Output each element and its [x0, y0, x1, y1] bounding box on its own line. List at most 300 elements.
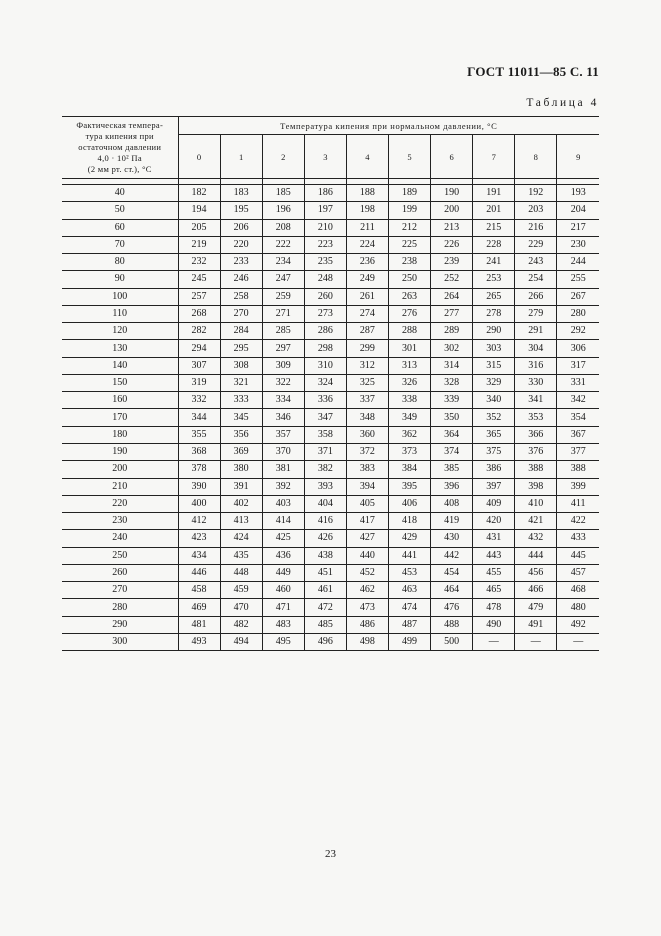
table-cell: 249 — [346, 271, 388, 288]
table-row — [62, 426, 599, 443]
table-cell: 226 — [431, 236, 473, 253]
table-cell: 253 — [473, 271, 515, 288]
table-cell: 220 — [220, 236, 262, 253]
table-cell: 204 — [557, 202, 599, 219]
table-cell: 265 — [473, 288, 515, 305]
row-label-cell: 250 — [62, 547, 178, 564]
table-cell: 273 — [304, 305, 346, 322]
row-label-cell: 180 — [62, 426, 178, 443]
table-cell: 238 — [388, 254, 430, 271]
table-cell: 200 — [431, 202, 473, 219]
row-label-cell: 300 — [62, 633, 178, 650]
table-row — [62, 582, 599, 599]
row-label-cell: 130 — [62, 340, 178, 357]
column-digit-header: 3 — [304, 135, 346, 179]
table-cell: 420 — [473, 513, 515, 530]
table-cell: 400 — [178, 495, 220, 512]
column-digit-header: 4 — [346, 135, 388, 179]
table-cell: 471 — [262, 599, 304, 616]
table-cell: 257 — [178, 288, 220, 305]
table-row — [62, 564, 599, 581]
table-cell: 498 — [346, 633, 388, 650]
table-cell: 483 — [262, 616, 304, 633]
table-cell: 264 — [431, 288, 473, 305]
table-row — [62, 495, 599, 512]
table-cell: 224 — [346, 236, 388, 253]
table-cell: 383 — [346, 461, 388, 478]
table-cell: 222 — [262, 236, 304, 253]
table-cell: 267 — [557, 288, 599, 305]
table-cell: 230 — [557, 236, 599, 253]
table-cell: 367 — [557, 426, 599, 443]
table-cell: 346 — [262, 409, 304, 426]
table-cell: 366 — [515, 426, 557, 443]
row-label-cell: 270 — [62, 582, 178, 599]
row-label-cell: 240 — [62, 530, 178, 547]
table-cell: 409 — [473, 495, 515, 512]
table-cell: 315 — [473, 357, 515, 374]
table-cell: 396 — [431, 478, 473, 495]
column-digit-header: 8 — [515, 135, 557, 179]
table-cell: 338 — [388, 392, 430, 409]
table-cell: 287 — [346, 323, 388, 340]
table-cell: 434 — [178, 547, 220, 564]
table-cell: 285 — [262, 323, 304, 340]
table-cell: 255 — [557, 271, 599, 288]
table-cell: 499 — [388, 633, 430, 650]
table-cell: 182 — [178, 185, 220, 202]
table-cell: 330 — [515, 374, 557, 391]
table-cell: 472 — [304, 599, 346, 616]
table-cell: 196 — [262, 202, 304, 219]
table-cell: 317 — [557, 357, 599, 374]
table-cell: 357 — [262, 426, 304, 443]
table-row — [62, 461, 599, 478]
table-cell: 464 — [431, 582, 473, 599]
table-cell: 468 — [557, 582, 599, 599]
table-cell: 310 — [304, 357, 346, 374]
table-cell: 393 — [304, 478, 346, 495]
table-cell: 309 — [262, 357, 304, 374]
table-cell: 461 — [304, 582, 346, 599]
table-cell: 395 — [388, 478, 430, 495]
column-digit-header: 1 — [220, 135, 262, 179]
table-cell: 384 — [388, 461, 430, 478]
table-cell: 476 — [431, 599, 473, 616]
table-cell: 286 — [304, 323, 346, 340]
table-cell: 276 — [388, 305, 430, 322]
table-row — [62, 185, 599, 202]
table-cell: 259 — [262, 288, 304, 305]
table-cell: 211 — [346, 219, 388, 236]
column-digit-header: 9 — [557, 135, 599, 179]
table-cell: 408 — [431, 495, 473, 512]
table-cell: 370 — [262, 443, 304, 460]
table-cell: 183 — [220, 185, 262, 202]
table-cell: 188 — [346, 185, 388, 202]
table-cell: 377 — [557, 443, 599, 460]
row-label-cell: 40 — [62, 185, 178, 202]
table-cell: 391 — [220, 478, 262, 495]
row-label-cell: 210 — [62, 478, 178, 495]
table-cell: 442 — [431, 547, 473, 564]
table-cell: 485 — [304, 616, 346, 633]
page-number: 23 — [325, 848, 336, 860]
table-cell: 466 — [515, 582, 557, 599]
row-label-cell: 90 — [62, 271, 178, 288]
table-cell: 307 — [178, 357, 220, 374]
table-cell: 325 — [346, 374, 388, 391]
table-cell: 350 — [431, 409, 473, 426]
table-cell: 431 — [473, 530, 515, 547]
table-cell: 486 — [346, 616, 388, 633]
table-cell: 360 — [346, 426, 388, 443]
table-cell: 198 — [346, 202, 388, 219]
row-label-cell: 220 — [62, 495, 178, 512]
table-cell: 278 — [473, 305, 515, 322]
table-cell: 470 — [220, 599, 262, 616]
row-label-cell: 170 — [62, 409, 178, 426]
table-cell: 413 — [220, 513, 262, 530]
table-cell: 241 — [473, 254, 515, 271]
table-cell: 217 — [557, 219, 599, 236]
row-label-cell: 110 — [62, 305, 178, 322]
table-row — [62, 340, 599, 357]
table-cell: 493 — [178, 633, 220, 650]
table-cell: 454 — [431, 564, 473, 581]
first-column-header — [62, 117, 178, 179]
table-cell: 444 — [515, 547, 557, 564]
table-row — [62, 409, 599, 426]
column-digit-header: 7 — [473, 135, 515, 179]
table-cell: 190 — [431, 185, 473, 202]
table-row — [62, 271, 599, 288]
row-label-cell: 50 — [62, 202, 178, 219]
first-column-header-line: тура кипения при — [85, 131, 154, 141]
table-cell: — — [557, 633, 599, 650]
table-cell: 219 — [178, 236, 220, 253]
table-cell: 215 — [473, 219, 515, 236]
table-cell: 380 — [220, 461, 262, 478]
table-cell: 496 — [304, 633, 346, 650]
table-cell: 299 — [346, 340, 388, 357]
row-label-cell: 280 — [62, 599, 178, 616]
table-cell: 398 — [515, 478, 557, 495]
table-cell: — — [473, 633, 515, 650]
table-cell: 427 — [346, 530, 388, 547]
column-digit-header: 5 — [388, 135, 430, 179]
table-cell: 402 — [220, 495, 262, 512]
table-cell: 433 — [557, 530, 599, 547]
table-cell: 247 — [262, 271, 304, 288]
table-cell: 342 — [557, 392, 599, 409]
table-cell: 328 — [431, 374, 473, 391]
row-label-cell: 230 — [62, 513, 178, 530]
first-column-header-line: Фактическая темпера- — [76, 120, 164, 130]
table-cell: 353 — [515, 409, 557, 426]
table-cell: 340 — [473, 392, 515, 409]
normal-pressure-header: Температура кипения при нормальном давлении, °С — [178, 117, 599, 135]
table-cell: 397 — [473, 478, 515, 495]
table-cell: 385 — [431, 461, 473, 478]
table-cell: 455 — [473, 564, 515, 581]
table-cell: 478 — [473, 599, 515, 616]
table-cell: 295 — [220, 340, 262, 357]
table-cell: 441 — [388, 547, 430, 564]
table-cell: — — [515, 633, 557, 650]
table-cell: 208 — [262, 219, 304, 236]
table-row — [62, 374, 599, 391]
table-cell: 326 — [388, 374, 430, 391]
table-cell: 252 — [431, 271, 473, 288]
table-cell: 473 — [346, 599, 388, 616]
row-label-cell: 200 — [62, 461, 178, 478]
table-cell: 290 — [473, 323, 515, 340]
row-label-cell: 120 — [62, 323, 178, 340]
table-cell: 301 — [388, 340, 430, 357]
first-column-header-line: (2 мм рт. ст.), °С — [87, 164, 152, 174]
table-row — [62, 530, 599, 547]
table-cell: 459 — [220, 582, 262, 599]
table-cell: 369 — [220, 443, 262, 460]
table-cell: 250 — [388, 271, 430, 288]
table-cell: 193 — [557, 185, 599, 202]
table-cell: 412 — [178, 513, 220, 530]
table-cell: 492 — [557, 616, 599, 633]
table-cell: 191 — [473, 185, 515, 202]
table-cell: 270 — [220, 305, 262, 322]
table-cell: 482 — [220, 616, 262, 633]
table-cell: 438 — [304, 547, 346, 564]
table-cell: 422 — [557, 513, 599, 530]
table-row — [62, 547, 599, 564]
table-cell: 416 — [304, 513, 346, 530]
table-cell: 381 — [262, 461, 304, 478]
table-cell: 430 — [431, 530, 473, 547]
table-cell: 347 — [304, 409, 346, 426]
table-cell: 414 — [262, 513, 304, 530]
table-cell: 418 — [388, 513, 430, 530]
table-cell: 308 — [220, 357, 262, 374]
table-cell: 479 — [515, 599, 557, 616]
document-header: ГОСТ 11011—85 С. 11 — [467, 64, 599, 79]
table-cell: 465 — [473, 582, 515, 599]
table-cell: 199 — [388, 202, 430, 219]
column-digit-header: 6 — [431, 135, 473, 179]
table-cell: 313 — [388, 357, 430, 374]
table-cell: 282 — [178, 323, 220, 340]
table-cell: 271 — [262, 305, 304, 322]
table-cell: 216 — [515, 219, 557, 236]
table-cell: 446 — [178, 564, 220, 581]
table-cell: 488 — [431, 616, 473, 633]
table-cell: 314 — [431, 357, 473, 374]
table-caption: Таблица 4 — [526, 97, 599, 109]
table-row — [62, 219, 599, 236]
table-cell: 245 — [178, 271, 220, 288]
table-cell: 419 — [431, 513, 473, 530]
table-cell: 329 — [473, 374, 515, 391]
table-cell: 435 — [220, 547, 262, 564]
table-cell: 403 — [262, 495, 304, 512]
table-cell: 189 — [388, 185, 430, 202]
table-cell: 382 — [304, 461, 346, 478]
table-row — [62, 599, 599, 616]
table-row — [62, 357, 599, 374]
table-cell: 368 — [178, 443, 220, 460]
table-cell: 352 — [473, 409, 515, 426]
table-cell: 375 — [473, 443, 515, 460]
table-cell: 410 — [515, 495, 557, 512]
table-body — [62, 185, 599, 651]
table-cell: 277 — [431, 305, 473, 322]
table-row — [62, 392, 599, 409]
table-cell: 197 — [304, 202, 346, 219]
table-cell: 337 — [346, 392, 388, 409]
table-cell: 417 — [346, 513, 388, 530]
table-cell: 432 — [515, 530, 557, 547]
table-cell: 460 — [262, 582, 304, 599]
table-cell: 302 — [431, 340, 473, 357]
table-cell: 373 — [388, 443, 430, 460]
table-cell: 371 — [304, 443, 346, 460]
table-row — [62, 323, 599, 340]
table-cell: 423 — [178, 530, 220, 547]
table-cell: 490 — [473, 616, 515, 633]
table-row — [62, 513, 599, 530]
table-row — [62, 443, 599, 460]
table-cell: 213 — [431, 219, 473, 236]
table-cell: 406 — [388, 495, 430, 512]
table-cell: 321 — [220, 374, 262, 391]
table-cell: 274 — [346, 305, 388, 322]
table-cell: 292 — [557, 323, 599, 340]
table-cell: 288 — [388, 323, 430, 340]
row-label-cell: 100 — [62, 288, 178, 305]
table-cell: 186 — [304, 185, 346, 202]
table-cell: 312 — [346, 357, 388, 374]
table-cell: 239 — [431, 254, 473, 271]
table-cell: 448 — [220, 564, 262, 581]
table-cell: 399 — [557, 478, 599, 495]
table-cell: 449 — [262, 564, 304, 581]
table-cell: 481 — [178, 616, 220, 633]
table-cell: 261 — [346, 288, 388, 305]
table-cell: 235 — [304, 254, 346, 271]
table-cell: 298 — [304, 340, 346, 357]
table-cell: 332 — [178, 392, 220, 409]
table-cell: 244 — [557, 254, 599, 271]
table-row — [62, 633, 599, 650]
table-cell: 303 — [473, 340, 515, 357]
table-cell: 232 — [178, 254, 220, 271]
table-cell: 494 — [220, 633, 262, 650]
table-cell: 453 — [388, 564, 430, 581]
column-digit-header: 0 — [178, 135, 220, 179]
table-cell: 316 — [515, 357, 557, 374]
table-cell: 376 — [515, 443, 557, 460]
table-cell: 266 — [515, 288, 557, 305]
table-cell: 362 — [388, 426, 430, 443]
table-cell: 365 — [473, 426, 515, 443]
table-cell: 225 — [388, 236, 430, 253]
table-cell: 405 — [346, 495, 388, 512]
table-cell: 205 — [178, 219, 220, 236]
table-cell: 322 — [262, 374, 304, 391]
row-label-cell: 70 — [62, 236, 178, 253]
table-cell: 452 — [346, 564, 388, 581]
table-cell: 500 — [431, 633, 473, 650]
table-cell: 463 — [388, 582, 430, 599]
table-cell: 206 — [220, 219, 262, 236]
table-cell: 378 — [178, 461, 220, 478]
table-cell: 436 — [262, 547, 304, 564]
table-cell: 426 — [304, 530, 346, 547]
table-cell: 374 — [431, 443, 473, 460]
table-cell: 284 — [220, 323, 262, 340]
table-cell: 203 — [515, 202, 557, 219]
table-cell: 495 — [262, 633, 304, 650]
row-label-cell: 260 — [62, 564, 178, 581]
row-label-cell: 150 — [62, 374, 178, 391]
table-cell: 291 — [515, 323, 557, 340]
table-cell: 356 — [220, 426, 262, 443]
table-cell: 372 — [346, 443, 388, 460]
table-cell: 280 — [557, 305, 599, 322]
table-cell: 234 — [262, 254, 304, 271]
row-label-cell: 290 — [62, 616, 178, 633]
table-cell: 349 — [388, 409, 430, 426]
table-cell: 210 — [304, 219, 346, 236]
table-cell: 192 — [515, 185, 557, 202]
table-cell: 474 — [388, 599, 430, 616]
table-cell: 491 — [515, 616, 557, 633]
boiling-temperature-table — [62, 116, 599, 651]
table-cell: 236 — [346, 254, 388, 271]
table-cell: 424 — [220, 530, 262, 547]
table-cell: 425 — [262, 530, 304, 547]
table-cell: 195 — [220, 202, 262, 219]
table-cell: 364 — [431, 426, 473, 443]
table-cell: 388 — [557, 461, 599, 478]
table-cell: 228 — [473, 236, 515, 253]
table-cell: 294 — [178, 340, 220, 357]
column-digit-header: 2 — [262, 135, 304, 179]
table-cell: 341 — [515, 392, 557, 409]
table-cell: 268 — [178, 305, 220, 322]
row-label-cell: 190 — [62, 443, 178, 460]
table-cell: 457 — [557, 564, 599, 581]
table-row — [62, 236, 599, 253]
table-cell: 336 — [304, 392, 346, 409]
table-row — [62, 616, 599, 633]
table-cell: 443 — [473, 547, 515, 564]
table-cell: 388 — [515, 461, 557, 478]
table-cell: 358 — [304, 426, 346, 443]
table-cell: 394 — [346, 478, 388, 495]
table-cell: 246 — [220, 271, 262, 288]
table-cell: 345 — [220, 409, 262, 426]
table-row — [62, 202, 599, 219]
first-column-header-line: 4,0 · 10² Па — [97, 153, 142, 163]
table-cell: 344 — [178, 409, 220, 426]
table-cell: 201 — [473, 202, 515, 219]
table-cell: 194 — [178, 202, 220, 219]
table-cell: 304 — [515, 340, 557, 357]
table-cell: 404 — [304, 495, 346, 512]
table-cell: 386 — [473, 461, 515, 478]
table-cell: 456 — [515, 564, 557, 581]
